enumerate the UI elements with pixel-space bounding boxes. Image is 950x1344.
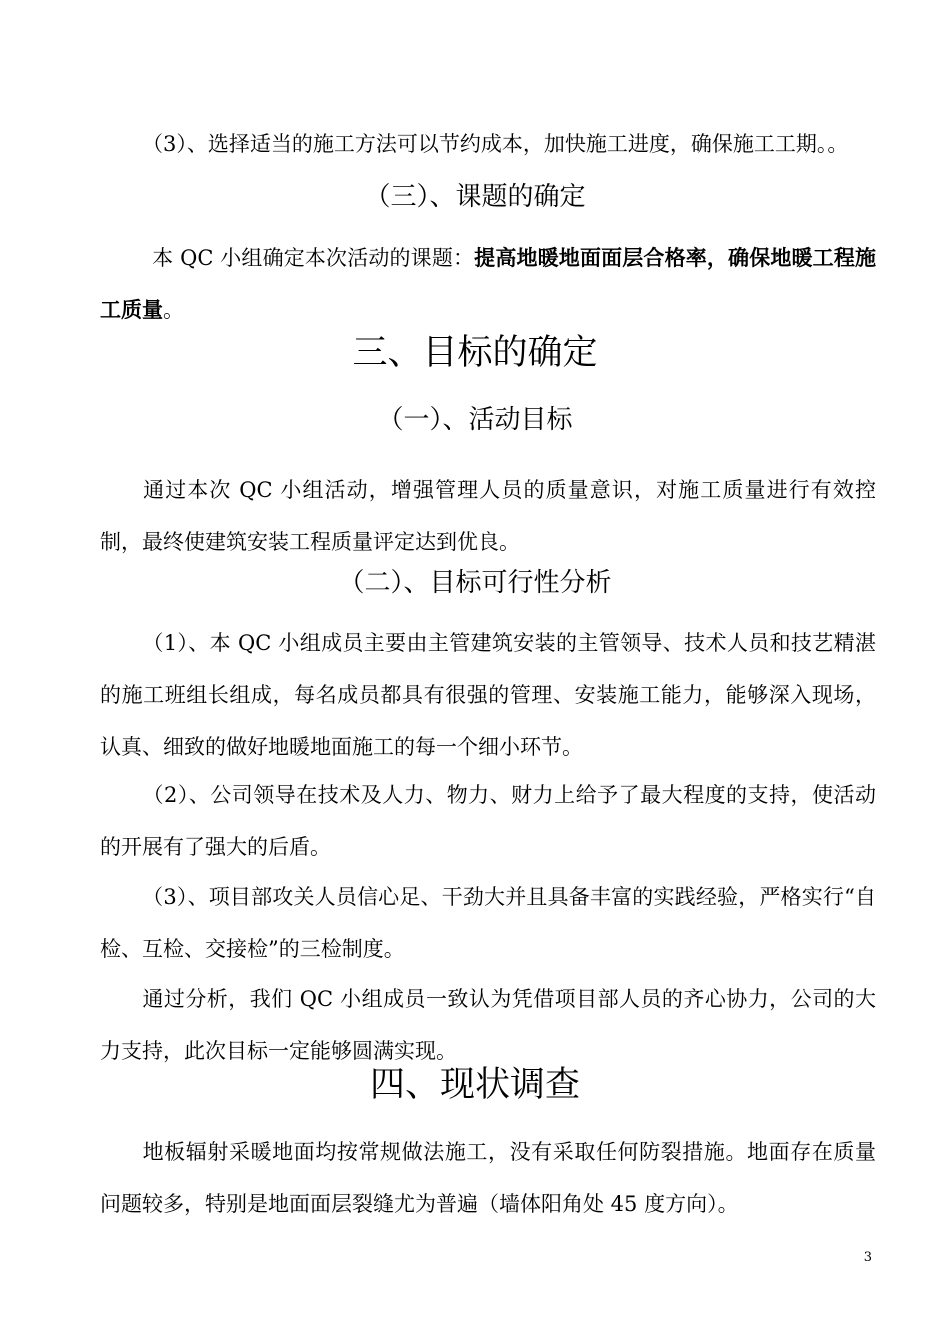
heading-section-4: 四、现状调查: [369, 1065, 580, 1105]
paragraph-feasibility-2: [100, 769, 876, 873]
paragraph-text: 通过本次 QC 小组活动，增强管理人员的质量意识，对施工质量进行有效控制，最终使建筑安装工程质量评定达到优良。: [100, 478, 876, 554]
heading-feasibility: （二）、目标可行性分析: [338, 568, 612, 598]
paragraph-feasibility-1: [100, 617, 876, 773]
heading-activity-goal: （一）、活动目标: [377, 405, 573, 435]
paragraph-activity-goal: [100, 464, 876, 568]
paragraph-text: （3）、选择适当的施工方法可以节约成本，加快施工进度，确保施工工期。。: [142, 132, 849, 156]
heading-topic-determination: （三）、课题的确定: [364, 182, 586, 212]
paragraph-text: 通过分析，我们 QC 小组成员一致认为凭借项目部人员的齐心协力，公司的大力支持，此次目标一定能够圆满实现。: [100, 987, 876, 1063]
paragraph-text: （2）、公司领导在技术及人力、物力、财力上给予了最大程度的支持，使活动的开展有了强大的后盾。: [100, 783, 876, 859]
paragraph-status-survey: [100, 1126, 876, 1230]
paragraph-feasibility-3: [100, 871, 876, 975]
topic-prefix: 本 QC 小组确定本次活动的课题：: [152, 246, 475, 270]
page-number: 3: [863, 1250, 872, 1265]
topic-suffix: 。: [163, 298, 184, 322]
heading-section-3: 三、目标的确定: [352, 333, 598, 373]
paragraph-construction-method: [100, 118, 876, 170]
topic-title-bold: 提高地暖地面面层合格率，确保地暖工程施工质量: [100, 246, 876, 322]
paragraph-text: 地板辐射采暖地面均按常规做法施工，没有采取任何防裂措施。地面存在质量问题较多，特别是地面面层裂缝尤为普遍（墙体阳角处 45 度方向）。: [100, 1140, 876, 1216]
paragraph-text: （1）、本 QC 小组成员主要由主管建筑安装的主管领导、技术人员和技艺精湛的施工班组长组成，每名成员都具有很强的管理、安装施工能力，能够深入现场，认真、细致的做好地暖地面施工的每一个细小环节。: [100, 631, 876, 759]
paragraph-text: （3）、项目部攻关人员信心足、干劲大并且具备丰富的实践经验，严格实行“自检、互检、交接检”的三检制度。: [100, 885, 876, 961]
paragraph-topic: [100, 232, 876, 336]
